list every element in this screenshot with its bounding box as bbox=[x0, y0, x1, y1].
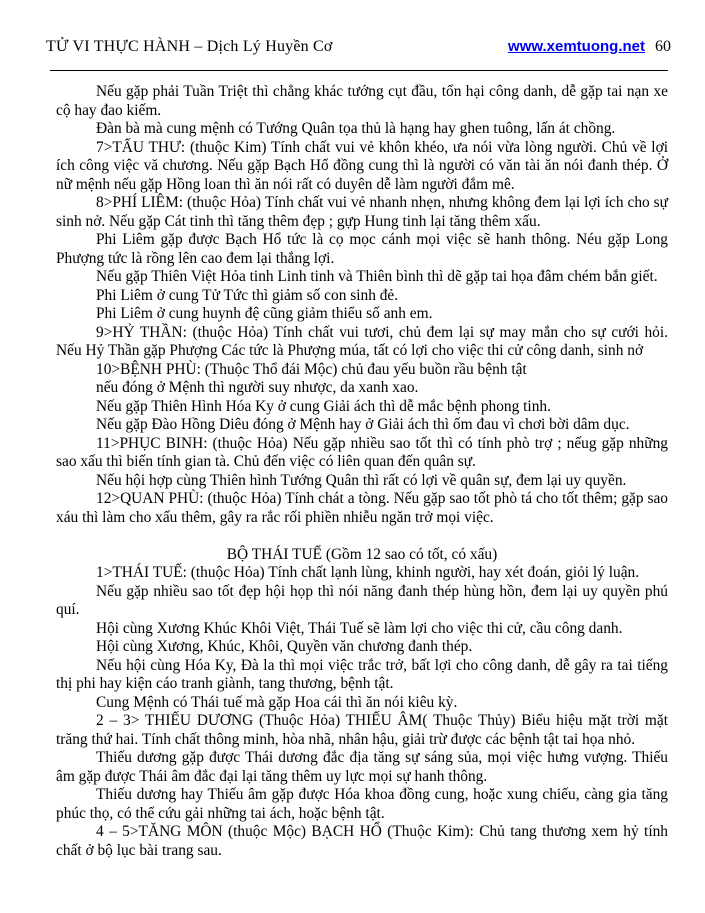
paragraph: Nếu gặp phải Tuần Triệt thì chẳng khác tướng cụt đầu, tổn hại công danh, dễ gặp tai nạn xe cộ hay đao kiếm. bbox=[56, 83, 668, 119]
paragraph: 9>HỶ THẦN: (thuộc Hỏa) Tính chất vui tươi, chủ đem lại sự may mắn cho sự cưới hỏi. Nếu Hỷ Thần gặp Phượng Các tức là Phượng múa, tất có lợi cho việc thi cử công danh, sinh nở bbox=[56, 323, 668, 359]
paragraph: 8>PHÍ LIÊM: (thuộc Hỏa) Tính chất vui vẻ nhanh nhẹn, nhưng không đem lại lợi ích cho sự sinh nở. Nếu gặp Cát tinh thì tăng thêm đẹp ; gựp Hung tinh lại tăng thêm xấu. bbox=[56, 194, 668, 230]
header-divider bbox=[50, 70, 668, 71]
paragraph: 10>BỆNH PHÙ: (Thuộc Thổ đái Mộc) chủ đau yếu buồn rầu bệnh tật bbox=[96, 360, 527, 378]
page-header bbox=[46, 38, 671, 56]
paragraph: Phi Liêm ở cung huynh đệ cũng giảm thiểu số anh em. bbox=[96, 305, 433, 322]
paragraph: Nếu gặp nhiều sao tốt đẹp hội họp thì nói năng đanh thép hùng hồn, đem lại uy quyền phú quí. bbox=[56, 582, 668, 618]
paragraph: 7>TẤU THƯ: (thuộc Kim) Tính chất vui vẻ khôn khéo, ưa nói vừa lòng người. Chủ về lợi ích công việc vă chương. Nếu gặp Bạch Hổ đồng cung thì là người có văn tài ăn nói đanh thép. Ở nữ mệnh nếu gặp Hồng loan thì ăn nói rất có duyên dễ làm người đắm mê. bbox=[56, 138, 668, 193]
paragraph: Thiếu dương gặp được Thái dương đắc địa tăng sự sáng sủa, mọi việc hưng vượng. Thiếu âm gặp được Thái âm đắc đại lại tăng thêm uy lực mọi sự hanh thông. bbox=[56, 749, 668, 785]
header-title: TỬ VI THỰC HÀNH – Dịch Lý Huyền Cơ bbox=[46, 38, 333, 55]
section-heading: BỘ THÁI TUẾ (Gồm 12 sao có tốt, có xấu) bbox=[226, 545, 498, 563]
paragraph: Thiếu dương hay Thiếu âm gặp được Hóa khoa đồng cung, hoặc xung chiếu, càng gia tăng phúc thọ, có thể cứu gải những tai ách, hoặc bệnh tật. bbox=[56, 786, 668, 822]
page-number: 60 bbox=[655, 38, 671, 55]
paragraph: 1>THÁI TUẾ: (thuộc Hỏa) Tính chất lạnh lùng, khinh người, hay xét đoán, giỏi lý luận. bbox=[96, 564, 640, 581]
paragraph: Phi Liêm gặp được Bạch Hổ tức là cọ mọc cánh mọi việc sẽ hanh thông. Néu gặp Long Phượng tức là rồng lên cao đem lại thắng lợi. bbox=[56, 231, 668, 267]
paragraph: 4 – 5>TĂNG MÔN (thuộc Mộc) BẠCH HỔ (Thuộc Kim): Chủ tang thương xem hỷ tính chất ở bộ lục bài trang sau. bbox=[56, 823, 668, 859]
paragraph: 11>PHỤC BINH: (thuộc Hỏa) Nếu gặp nhiều sao tốt thì có tính phò trợ ; nếug gặp những sao xấu thì biến tính gian tà. Chủ đến việc có liên quan đến quân sự. bbox=[56, 434, 668, 470]
paragraph: Hội cùng Xương Khúc Khôi Việt, Thái Tuế sẽ làm lợi cho việc thi cử, cầu công danh. bbox=[96, 619, 623, 637]
paragraph: nếu đóng ở Mệnh thì người suy nhược, da xanh xao. bbox=[96, 379, 419, 396]
document-body bbox=[56, 83, 668, 860]
paragraph: Nếu gặp Thiên Hình Hóa Ky ở cung Giải ách thì dễ mắc bệnh phong tinh. bbox=[96, 397, 551, 415]
paragraph: Nếu gặp Đào Hồng Diêu đóng ở Mệnh hay ở Giải ách thì ốm đau vì chơi bời dâm dục. bbox=[96, 416, 630, 433]
paragraph: Phi Liêm ở cung Tử Tức thì giảm số con sinh đẻ. bbox=[96, 286, 399, 304]
paragraph: Nếu hội cùng Hóa Ky, Đà la thì mọi việc trắc trở, bất lợi cho công danh, dễ gây ra tai tiếng thị phi hay kiện cáo tranh giành, tang thương, bệnh tật. bbox=[56, 656, 668, 692]
paragraph: Hội cùng Xương, Khúc, Khôi, Quyền văn chương đanh thép. bbox=[96, 638, 473, 655]
website-link[interactable]: www.xemtuong.net bbox=[508, 38, 645, 55]
paragraph: Đàn bà mà cung mệnh có Tướng Quân tọa thủ là hạng hay ghen tuông, lấn át chồng. bbox=[96, 120, 616, 137]
paragraph: Nếu hội hợp cùng Thiên hình Tướng Quân thì rất có lợi về quân sự, đem lại uy quyền. bbox=[96, 471, 627, 489]
header-right bbox=[508, 38, 671, 56]
paragraph: 12>QUAN PHÙ: (thuộc Hỏa) Tính chát a tòng. Nếu gặp sao tốt phò tá cho tốt thêm; gặp sao xáu thì làm cho xấu thêm, gây ra rắc rối phiền nhiễu ngăn trở mọi việc. bbox=[56, 490, 668, 526]
paragraph: Nếu gặp Thiên Việt Hỏa tinh Linh tinh và Thiên bình thì dẽ gặp tai họa đâm chém bắn giết. bbox=[96, 268, 658, 285]
paragraph: Cung Mệnh có Thái tuế mà gặp Hoa cái thì ăn nói kiêu kỳ. bbox=[96, 693, 458, 711]
paragraph: 2 – 3> THIẾU DƯƠNG (Thuộc Hỏa) THIẾU ÂM( Thuộc Thủy) Biểu hiệu mặt trời mặt trăng thứ hai. Tính chất thông minh, hòa nhã, nhân hậu, giải trừ được các bệnh tật tai họa nhỏ. bbox=[56, 712, 668, 748]
